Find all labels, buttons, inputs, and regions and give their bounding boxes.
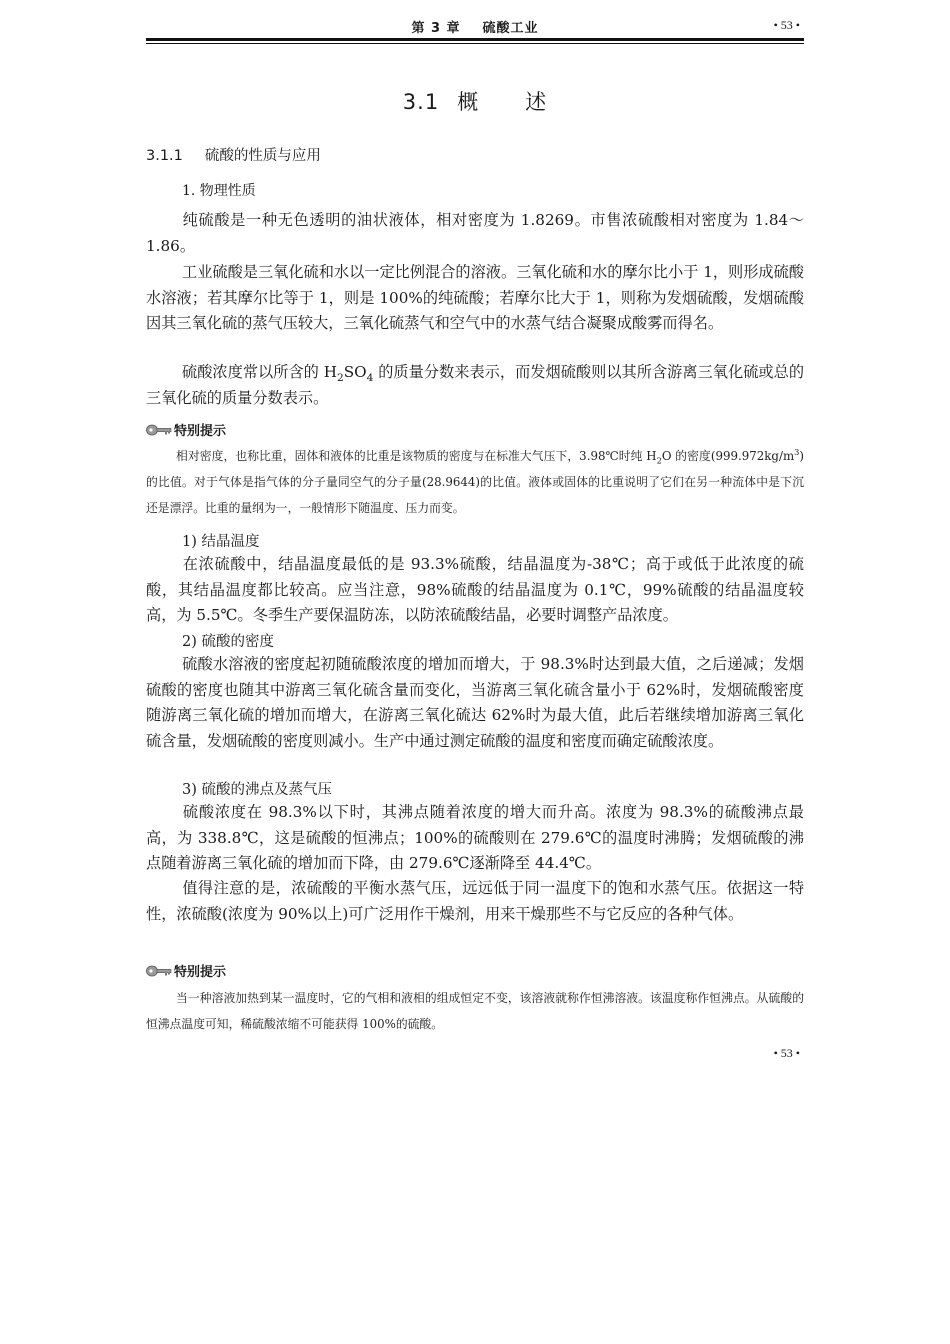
subsection-title bbox=[146, 144, 321, 165]
paragraph-text: 的质量分数来表示，而发烟硫酸则以其所含游离三氧化硫或总的三氧化硫的质量分数表示。 bbox=[146, 363, 805, 407]
tip-text-part: 当一种溶液加热到某一温度时，它的气相和液相的组成恒定不变，该溶液就称作恒沸溶液。该温度称作恒沸点。从硫酸的恒沸点温度可知，稀硫酸浓缩不可能获得 100%的硫酸。 bbox=[146, 991, 804, 1031]
chapter-label: 第 3 章 bbox=[411, 21, 461, 36]
heading-boiling-point: 3) 硫酸的沸点及蒸气压 bbox=[182, 782, 332, 798]
heading-crystallization: 1) 结晶温度 bbox=[182, 534, 260, 550]
section-title-part1: 概 bbox=[457, 90, 480, 114]
paragraph bbox=[146, 208, 804, 259]
paragraph-text: 纯硫酸是一种无色透明的油状液体，相对密度为 1.8269。市售浓硫酸相对密度为 1.84～1.86。 bbox=[146, 211, 804, 255]
section-title bbox=[146, 86, 804, 116]
subscript: 2 bbox=[656, 455, 662, 466]
footer-page-number: • 53 • bbox=[773, 1046, 800, 1060]
paragraph-text: 硫酸水溶液的密度起初随硫酸浓度的增加而增大，于 98.3%时达到最大值，之后递减；发烟硫酸的密度也随其中游离三氧化硫含量而变化，当游离三氧化硫含量小于 62%时，发烟硫酸密度随游离三氧化硫的增加而增大，在游离三氧化硫达 62%时为最大值，此后若继续增加游离三氧化硫含量，发烟硫酸的密度则减小。生产中通过测定硫酸的温度和密度而确定硫酸浓度。 bbox=[146, 655, 804, 750]
header-page-number: • 53 • bbox=[773, 18, 800, 32]
section-number: 3.1 bbox=[402, 90, 440, 114]
paragraph bbox=[146, 260, 804, 337]
section-title-part2: 述 bbox=[525, 90, 548, 114]
tip-label bbox=[146, 420, 226, 439]
chapter-name: 硫酸工业 bbox=[482, 21, 539, 36]
running-header bbox=[146, 14, 804, 36]
superscript: 3 bbox=[794, 447, 800, 458]
heading-physical-properties: 1. 物理性质 bbox=[182, 183, 256, 199]
paragraph bbox=[146, 360, 804, 411]
tip-text bbox=[146, 985, 804, 1037]
key-icon bbox=[146, 964, 172, 978]
formula: H bbox=[323, 363, 337, 381]
paragraph bbox=[146, 876, 804, 927]
chapter-title bbox=[146, 17, 804, 36]
subsection-number: 3.1.1 bbox=[146, 148, 183, 164]
key-icon bbox=[146, 423, 172, 437]
tip-label bbox=[146, 961, 226, 980]
formula: SO bbox=[343, 363, 367, 381]
tip-text-part: O 的密度(999.972kg/m bbox=[661, 449, 795, 463]
tip-text-part: 相对密度，也称比重，固体和液体的比重是该物质的密度与在标准大气压下，3.98℃时纯 H bbox=[176, 449, 657, 463]
header-rule-thick bbox=[146, 38, 804, 41]
paragraph bbox=[146, 652, 804, 754]
paragraph-text: 在浓硫酸中，结晶温度最低的是 93.3%硫酸，结晶温度为-38℃；高于或低于此浓度的硫酸，其结晶温度都比较高。应当注意，98%硫酸的结晶温度为 0.1℃，99%硫酸的结晶温度较高，为 5.5℃。冬季生产要保温防冻，以防浓硫酸结晶，必要时调整产品浓度。 bbox=[146, 555, 804, 625]
paragraph bbox=[146, 800, 804, 877]
paragraph-text: 工业硫酸是三氧化硫和水以一定比例混合的溶液。三氧化硫和水的摩尔比小于 1，则形成硫酸水溶液；若其摩尔比等于 1，则是 100%的纯硫酸；若摩尔比大于 1，则称为发烟硫酸，发烟硫酸因其三氧化硫的蒸气压较大，三氧化硫蒸气和空气中的水蒸气结合凝聚成酸雾而得名。 bbox=[146, 263, 804, 333]
subsection-text: 硫酸的性质与应用 bbox=[204, 148, 321, 164]
tip-label-text: 特别提示 bbox=[174, 424, 227, 439]
tip-text-part: )的比值。对于气体是指气体的分子量同空气的分子量(28.9644)的比值。液体或固体的比重说明了它们在另一种流体中是下沉还是漂浮。比重的量纲为一，一般情形下随温度、压力而变。 bbox=[146, 449, 804, 515]
tip-text bbox=[146, 443, 804, 521]
paragraph bbox=[146, 552, 804, 629]
tip-label-text: 特别提示 bbox=[174, 965, 227, 980]
paragraph-text: 硫酸浓度常以所含的 bbox=[182, 363, 324, 381]
paragraph-text: 硫酸浓度在 98.3%以下时，其沸点随着浓度的增大而升高。浓度为 98.3%的硫酸沸点最高，为 338.8℃，这是硫酸的恒沸点；100%的硫酸则在 279.6℃的温度时沸腾；发烟硫酸的沸点随着游离三氧化硫的增加而下降，由 279.6℃逐渐降至 44.4℃。 bbox=[146, 803, 804, 873]
heading-density: 2) 硫酸的密度 bbox=[182, 634, 274, 650]
paragraph-text: 值得注意的是，浓硫酸的平衡水蒸气压，远远低于同一温度下的饱和水蒸气压。依据这一特性，浓硫酸(浓度为 90%以上)可广泛用作干燥剂，用来干燥那些不与它反应的各种气体。 bbox=[146, 879, 804, 923]
subscript: 4 bbox=[366, 371, 374, 385]
header-rule-thin bbox=[146, 43, 804, 44]
subscript: 2 bbox=[336, 371, 344, 385]
